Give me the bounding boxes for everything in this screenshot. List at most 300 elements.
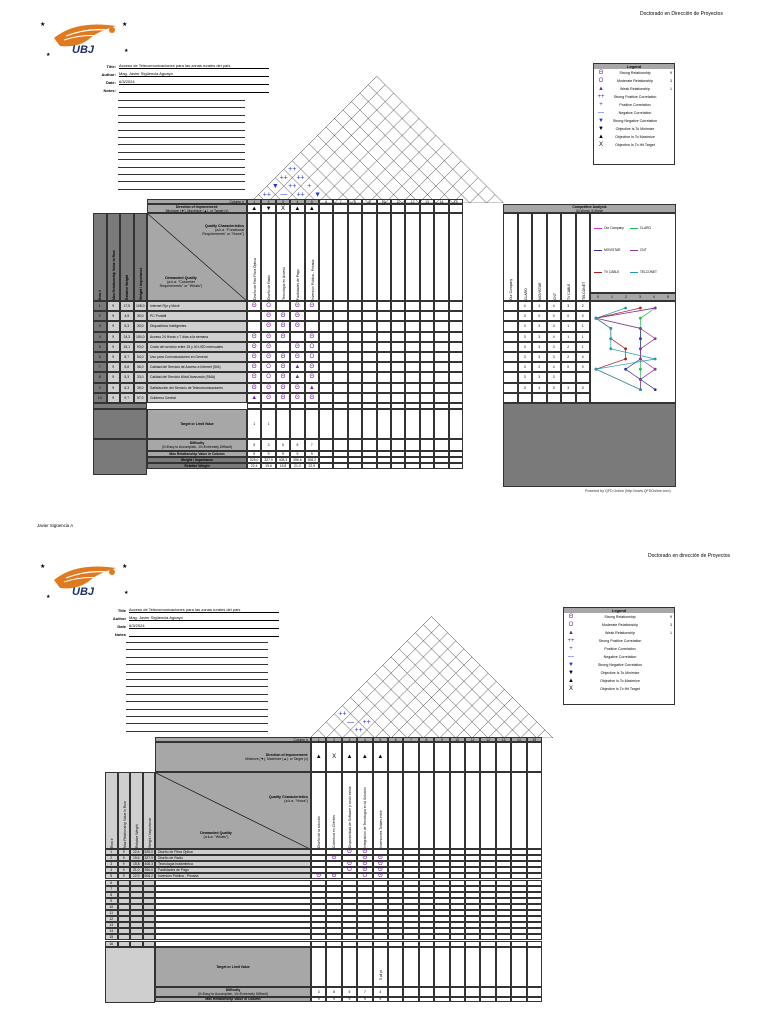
relationship-cell [420,321,434,331]
row-number: 8 [93,372,107,382]
row-rel-weight: 22,4 [130,849,143,855]
relationship-cell [391,332,405,342]
row-number: 10 [93,393,107,403]
side-header: Weight / Importance [147,817,152,848]
legend-label: Moderate Relationship [602,623,638,627]
difficulty-value: 3 [317,989,320,994]
relweights-cell [377,463,391,469]
relationship-icon: Θ [280,333,286,340]
relationship-cell [434,372,448,382]
competitive-legend-label: MOVISTAR [604,248,621,252]
legend-symbol-icon: Θ [598,70,604,76]
how-header-cell [342,772,357,849]
column-number: 9 [434,737,449,742]
what-label: Uso para Comunicaciones en General [150,355,208,360]
target-cell [311,947,326,987]
competitive-cell [503,393,518,403]
note-line [126,716,268,717]
competitive-legend-label: Our Company [604,226,624,230]
direction-cell [377,204,391,213]
row-weight: 150,0 [134,332,148,342]
direction-cell [373,742,388,772]
direction-label: Direction of Improvement: [175,204,219,209]
relationship-icon: Θ [280,323,286,330]
relationship-cell [405,301,419,311]
target-label-cell [147,409,247,439]
competitive-cell [576,352,591,362]
target-value: 1 [267,422,270,426]
difficulty-cell [419,987,434,997]
relationship-cell [276,321,290,331]
what-cell [147,372,247,382]
relationship-cell [290,332,304,342]
relationship-cell [362,393,376,403]
direction-label-cell [155,742,311,772]
relationship-icon: Θ [309,303,315,310]
correlation-mark: + [307,183,312,191]
relationship-icon: Θ [251,354,257,361]
row-number: 6 [93,352,107,362]
spacer [93,439,147,475]
what-label: PC Portátil [150,314,167,319]
relationship-cell [391,383,405,393]
legend-symbol-icon: + [599,102,603,108]
side-header: Max Relationship Value in Row [111,250,116,300]
maxrel-value: 9 [348,997,351,1002]
difficulty-cell [348,439,362,451]
row-number: 13 [105,922,118,928]
note-line [126,701,268,702]
maxrel-value: 9 [363,997,366,1002]
row-rel-weight: 4,9 [120,311,134,321]
competitive-point [639,368,642,371]
legend-label: Weak Relationship [605,631,635,635]
legend-label: Weak Relationship [620,87,650,91]
what-cell [147,393,247,403]
direction-cell [247,204,261,213]
competitive-legend-box [590,213,676,293]
competitive-value: 3 [552,344,555,349]
relationship-cell [305,321,319,331]
competitive-cell [532,362,547,372]
row-weight: 108,0 [134,301,148,311]
relationship-cell [449,372,463,382]
relationship-cell [391,301,405,311]
relweights-cell [333,463,347,469]
competitive-header: TV CABLE [567,283,571,300]
roof-matrix [250,63,504,203]
demanded-label [186,831,246,839]
relationship-cell [391,342,405,352]
relationship-cell [319,393,333,403]
note-line [126,694,268,695]
maxrel-cell [465,997,480,1002]
maxrel-cell [373,997,388,1002]
axis-tick: 0 [597,295,599,299]
legend-item [594,77,674,85]
row-rel-weight: 15,8 [130,861,143,867]
what-cell [147,342,247,352]
row-max: 9 [118,867,131,873]
relationship-icon: Θ [295,323,300,330]
relationship-cell [420,383,434,393]
difficulty-label-cell [155,987,311,997]
how-header-cell [261,213,275,301]
relationship-icon: Θ [251,384,257,391]
competitive-value: 2 [581,304,584,309]
relationship-cell [449,301,463,311]
row-rel-weight: 5,8 [120,362,134,372]
competitive-cell [561,332,576,342]
competitive-cell [547,362,562,372]
relationship-cell [405,393,419,403]
column-number: 5 [305,199,319,204]
row-rel-weight: 9,7 [120,393,134,403]
column-number: 2 [261,199,275,204]
competitive-point [654,358,657,361]
legend-symbol-icon: ▲ [598,134,604,140]
row-rel-weight: 17,5 [120,301,134,311]
relationship-cell [391,362,405,372]
competitive-cell [503,301,518,311]
column-number: 7 [403,737,418,742]
correlation-mark: ++ [354,726,363,734]
competitive-value: 3 [567,385,570,390]
row-number: 10 [105,904,118,910]
note-line [118,107,245,108]
relationship-cell [247,383,261,393]
column-number: 5 [373,737,388,742]
relationship-cell [377,332,391,342]
competitive-legend-label: TELCONET [640,270,658,274]
author-row: Author: Mag. Javier Sigüencia Aguayo [88,71,269,77]
competitive-legend-label: CLARO [640,226,651,230]
side-header-cell [130,772,143,849]
relweights-value: 22,9 [308,464,316,468]
legend-label: Negative Correlation [603,655,637,659]
weights-value: 525,0 [249,458,259,462]
legend-item [594,133,674,141]
legend-symbol-icon: X [598,142,603,148]
spacer [105,947,155,1003]
how-label: Inversión Pública - Privada [310,259,315,300]
maxrel-value: 9 [253,452,256,456]
relationship-cell [377,311,391,321]
row-max: 9 [107,321,121,331]
legend-label: Strong Negative Correlation [612,119,658,123]
target-cell [450,947,465,987]
relationship-icon: Θ [362,861,368,868]
row-max: 9 [107,393,121,403]
side-header-cell [120,213,134,301]
relationship-cell [333,321,347,331]
legend-item [564,669,674,677]
relationship-icon: Θ [377,855,383,862]
relationship-icon: Θ [266,333,271,340]
target-cell [480,947,495,987]
how-header-cell [420,213,434,301]
note-line [126,686,268,687]
relationship-cell [247,393,261,403]
competitive-header-cell [547,213,562,301]
axis-tick: 5 [667,295,669,299]
quality-char-title: Quality Characteristics [204,224,244,228]
competitive-point [624,307,627,310]
competitive-cell [576,301,591,311]
legend-symbol-icon: ▲ [568,678,574,684]
target-cell [333,409,347,439]
row-weight: 508,2 [144,874,153,879]
title-row-2: Title Acceso de Telecomunicaciones para las zonas rurales del país [98,607,279,613]
how-header-cell [377,213,391,301]
difficulty-cell [311,987,326,997]
direction-cell [348,204,362,213]
relationship-cell [333,362,347,372]
how-header-cell [403,772,418,849]
relationship-cell [290,311,304,321]
competitive-value: 1 [581,334,584,339]
star-icon: ★ [46,52,51,58]
direction-cell [326,742,341,772]
row-max: 9 [107,372,121,382]
relationship-cell [348,332,362,342]
legend-item [564,621,674,629]
competitive-cell [576,383,591,393]
relationship-cell [261,383,275,393]
what-cell [147,362,247,372]
relationship-cell [377,362,391,372]
relationship-icon: Θ [377,867,383,874]
target-cell [403,947,418,987]
competitive-value: 2 [567,355,570,360]
difficulty-cell [420,439,434,451]
competitive-cell [503,321,518,331]
competitive-cell [561,383,576,393]
relationship-cell [434,393,448,403]
target-cell [511,947,526,987]
relationship-cell [247,372,261,382]
relationship-cell [449,332,463,342]
row-rel-weight: 5,3 [120,321,134,331]
relweights-cell [391,463,405,469]
relationship-cell [261,321,275,331]
row-number: 16 [105,941,118,947]
relationship-cell [434,321,448,331]
direction-icon: ▲ [294,205,301,212]
date-row: Date: 6/3/2024 [88,79,269,85]
what-cell [147,311,247,321]
column-number: 14 [511,737,526,742]
direction-icon: X [332,754,337,760]
row-weight: 39,0 [134,383,148,393]
relationship-icon: Θ [295,303,300,310]
competitive-cell [547,372,562,382]
competitive-value: 1 [567,334,570,339]
relationship-cell [391,393,405,403]
direction-cell [333,204,347,213]
relweights-cell [405,463,419,469]
difficulty-cell [405,439,419,451]
side-header: Max Relationship Value in Row [122,801,127,848]
how-header-cell [362,213,376,301]
relweights-cell [420,463,434,469]
competitive-cell [532,393,547,403]
row-max: 9 [107,352,121,362]
competitive-empty [503,403,676,487]
legend-value: 9 [670,615,672,619]
competitive-point [595,368,598,371]
competitive-point [639,347,642,350]
how-header-cell [496,772,511,849]
column-number: 2 [326,737,341,742]
relationship-cell [247,321,261,331]
competitive-cell [547,383,562,393]
legend-line-icon [594,228,602,229]
direction-cell [419,742,434,772]
correlation-mark: ▼ [314,191,322,199]
difficulty-cell [305,439,319,451]
relweights-cell [434,463,448,469]
note-line [118,167,245,168]
relationship-icon: Θ [331,855,337,862]
how-header-cell [290,213,304,301]
competitive-point [639,388,642,391]
competitive-point [654,368,657,371]
logo [36,18,136,60]
direction-cell [391,204,405,213]
relationship-icon: Θ [295,343,300,350]
relationship-icon: O [266,364,271,371]
difficulty-cell [342,987,357,997]
legend-symbol-icon: ++ [597,94,605,100]
maxrel-cell [496,997,511,1002]
direction-cell [305,204,319,213]
relationship-cell [290,393,304,403]
relationship-cell [276,383,290,393]
note-line [118,122,245,123]
column-number: 4 [357,737,372,742]
relationship-icon: Θ [266,343,271,350]
relationship-cell [434,362,448,372]
column-number: 1 [247,199,261,204]
maxrel-value: 9 [282,452,284,456]
competitive-cell [547,301,562,311]
how-header-cell [465,772,480,849]
difficulty-value: 5 [296,443,299,447]
star-icon: ★ [40,564,46,570]
side-header-cell [143,772,156,849]
legend-label: Objective Is To Hit Target [600,687,640,691]
relationship-cell [290,352,304,362]
competitive-value: 0 [538,314,541,319]
legend-label: Objective Is To Maximize [600,679,640,683]
relationship-cell [247,342,261,352]
row-number: 12 [105,916,118,922]
relweights-label: Relative Weight [184,464,210,468]
row-max: 9 [118,855,131,861]
relationship-cell [261,311,275,321]
competitive-cell [576,342,591,352]
relationship-cell [405,352,419,362]
target-label: Target or Limit Value [180,422,214,426]
competitive-value: 3 [523,324,526,329]
relationship-cell [333,301,347,311]
competitive-value: 0 [581,314,584,319]
note-line [118,159,245,160]
relationship-cell [434,332,448,342]
relweights-cell [362,463,376,469]
what-label: Diseño de Radio [158,856,184,861]
target-value: 1 [253,422,256,426]
note-line [126,672,268,673]
legend-item [564,637,674,645]
relationship-icon: Θ [280,394,286,401]
legend-item [564,613,674,621]
relationship-cell [319,342,333,352]
column-number: 15 [449,199,463,204]
note-line [118,174,245,175]
relationship-cell [348,372,362,382]
competitive-value: 3 [581,385,584,390]
competitive-value: 3 [523,334,526,339]
relationship-cell [333,393,347,403]
legend-symbol-icon: — [598,110,604,116]
relationship-icon: Θ [362,849,368,856]
relationship-icon: Θ [347,861,352,868]
direction-icon: ▲ [377,754,384,760]
relationship-cell [362,311,376,321]
relationship-cell [319,352,333,362]
relationship-cell [305,383,319,393]
axis-tick: 4 [653,295,655,299]
how-header-cell [405,213,419,301]
row-number: 4 [105,867,118,873]
row-number: 7 [105,886,118,892]
relationship-cell [290,321,304,331]
target-cell [465,947,480,987]
maxrel-value: 9 [317,997,320,1002]
how-header-cell [311,772,326,849]
maxrel-cell [326,997,341,1002]
legend-item [564,645,674,653]
difficulty-cell [362,439,376,451]
how-header-cell [333,213,347,301]
competitive-cell [503,362,518,372]
relationship-cell [305,352,319,362]
relationship-icon: Θ [295,384,300,391]
target-cell [276,409,290,439]
legend-label: Strong Positive Correlation [613,95,657,99]
competitive-header-cell [503,213,518,301]
relweights-label-cell [147,463,247,469]
relationship-cell [319,362,333,372]
row-number: 4 [93,332,107,342]
relationship-cell [362,372,376,382]
relationship-cell [362,383,376,393]
maxrel-cell [511,997,526,1002]
competitive-value: 1 [567,324,570,329]
relationship-icon: O [266,374,271,381]
direction-cell [465,742,480,772]
legend-label: Negative Correlation [618,111,652,115]
quality-char-label [248,795,308,803]
relationship-cell [377,383,391,393]
how-header-cell [527,772,542,849]
direction-cell [450,742,465,772]
difficulty-cell [373,987,388,997]
difficulty-value: 3 [267,443,270,447]
competitive-title-cell [503,204,676,213]
